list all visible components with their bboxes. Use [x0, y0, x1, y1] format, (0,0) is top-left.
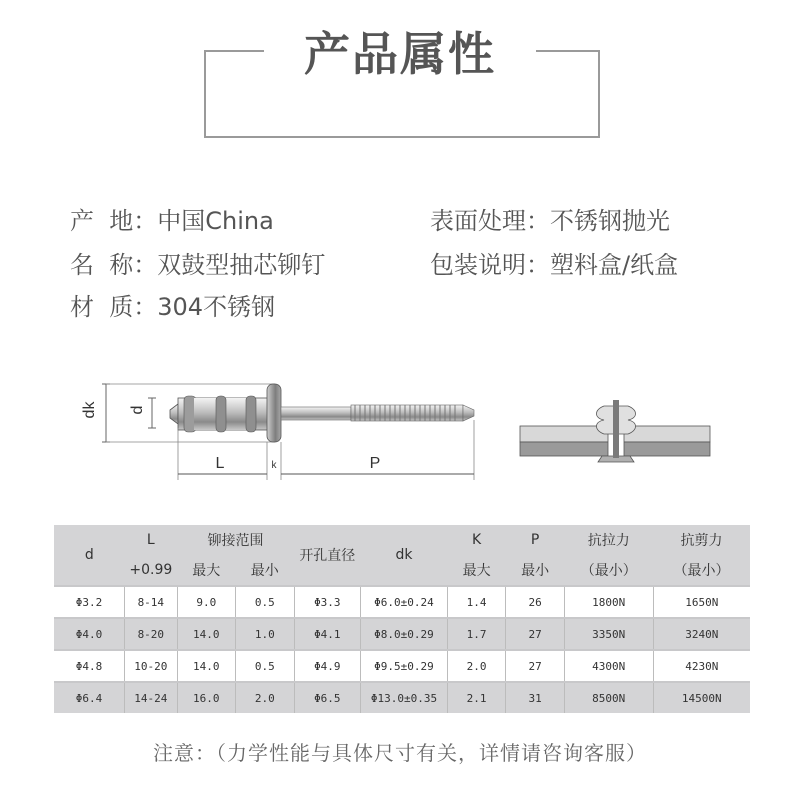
col-P-header-top: P: [506, 525, 565, 555]
page-title: 产品属性: [304, 27, 496, 81]
cell-shear: 3240N: [653, 618, 750, 650]
col-max-header: 最大: [177, 555, 236, 586]
cell-L: 10-20: [125, 650, 177, 682]
cell-d: Φ3.2: [54, 586, 125, 618]
installed-rivet-section: [520, 400, 710, 462]
note-text: 注意：（力学性能与具体尺寸有关，详情请咨询客服）: [153, 741, 647, 765]
cell-L: 8-20: [125, 618, 177, 650]
cell-shear: 14500N: [653, 682, 750, 713]
table-row: [54, 682, 750, 713]
cell-min: 0.5: [236, 586, 295, 618]
cell-min: 1.0: [236, 618, 295, 650]
attr-packing: [430, 250, 678, 280]
col-L-header-bottom: +0.99: [125, 555, 177, 586]
cell-d: Φ4.0: [54, 618, 125, 650]
col-dk-header: dk: [361, 525, 448, 586]
col-L-header-top: L: [125, 525, 177, 555]
surface-value: 不锈钢抛光: [550, 207, 670, 235]
cell-shear: 1650N: [653, 586, 750, 618]
col-hole-header: 开孔直径: [294, 525, 361, 586]
cell-shear: 4230N: [653, 650, 750, 682]
table-row: [54, 650, 750, 682]
title-divider-left: [204, 50, 264, 52]
name-label: 名 称：: [70, 251, 158, 279]
cell-tensile: 4300N: [564, 650, 653, 682]
cell-max: 14.0: [177, 618, 236, 650]
attr-material: [70, 292, 275, 322]
cell-L: 8-14: [125, 586, 177, 618]
dk-label: dk: [81, 401, 98, 419]
cell-max: 16.0: [177, 682, 236, 713]
cell-tensile: 8500N: [564, 682, 653, 713]
rivet-body: [170, 384, 474, 442]
cell-max: 9.0: [177, 586, 236, 618]
cell-hole: Φ3.3: [294, 586, 361, 618]
cell-P: 31: [506, 682, 565, 713]
attr-name: [70, 250, 325, 280]
cell-hole: Φ6.5: [294, 682, 361, 713]
col-range-header: 铆接范围: [177, 525, 294, 555]
col-min-header: 最小: [236, 555, 295, 586]
L-label: L: [215, 455, 225, 472]
col-shear-header-bottom: （最小）: [653, 555, 750, 586]
cell-tensile: 3350N: [564, 618, 653, 650]
P-label: P: [369, 455, 381, 472]
cell-dk: Φ9.5±0.29: [361, 650, 448, 682]
col-K-header-bottom: 最大: [447, 555, 506, 586]
col-tensile-header-bottom: （最小）: [564, 555, 653, 586]
packing-value: 塑料盒/纸盒: [550, 251, 679, 279]
cell-hole: Φ4.9: [294, 650, 361, 682]
material-label: 材 质：: [70, 293, 158, 321]
cell-P: 27: [506, 618, 565, 650]
cell-P: 26: [506, 586, 565, 618]
cell-dk: Φ8.0±0.29: [361, 618, 448, 650]
cell-K: 2.0: [447, 650, 506, 682]
attr-surface: [430, 206, 670, 236]
cell-tensile: 1800N: [564, 586, 653, 618]
cell-K: 1.4: [447, 586, 506, 618]
cell-hole: Φ4.1: [294, 618, 361, 650]
k-label: k: [271, 460, 277, 471]
packing-label: 包装说明：: [430, 251, 550, 279]
col-K-header-top: K: [447, 525, 506, 555]
spec-table: [54, 525, 750, 713]
d-dimension: [129, 398, 156, 428]
cell-max: 14.0: [177, 650, 236, 682]
material-value: 304不锈钢: [157, 293, 276, 321]
origin-label: 产 地：: [70, 207, 158, 235]
cell-P: 27: [506, 650, 565, 682]
cell-d: Φ4.8: [54, 650, 125, 682]
cell-dk: Φ13.0±0.35: [361, 682, 448, 713]
cell-K: 1.7: [447, 618, 506, 650]
table-row: [54, 586, 750, 618]
col-d-header: d: [54, 525, 125, 586]
title-divider-right: [536, 50, 598, 52]
attr-origin: [70, 206, 274, 236]
rivet-dimension-diagram: [70, 370, 760, 495]
col-P-header-bottom: 最小: [506, 555, 565, 586]
surface-label: 表面处理：: [430, 207, 550, 235]
cell-dk: Φ6.0±0.24: [361, 586, 448, 618]
d-label: d: [129, 405, 146, 415]
cell-min: 0.5: [236, 650, 295, 682]
cell-K: 2.1: [447, 682, 506, 713]
cell-d: Φ6.4: [54, 682, 125, 713]
origin-value: 中国China: [157, 207, 274, 235]
cell-min: 2.0: [236, 682, 295, 713]
name-value: 双鼓型抽芯铆钉: [157, 251, 326, 279]
col-shear-header-top: 抗剪力: [653, 525, 750, 555]
cell-L: 14-24: [125, 682, 177, 713]
col-tensile-header-top: 抗拉力: [564, 525, 653, 555]
table-row: [54, 618, 750, 650]
